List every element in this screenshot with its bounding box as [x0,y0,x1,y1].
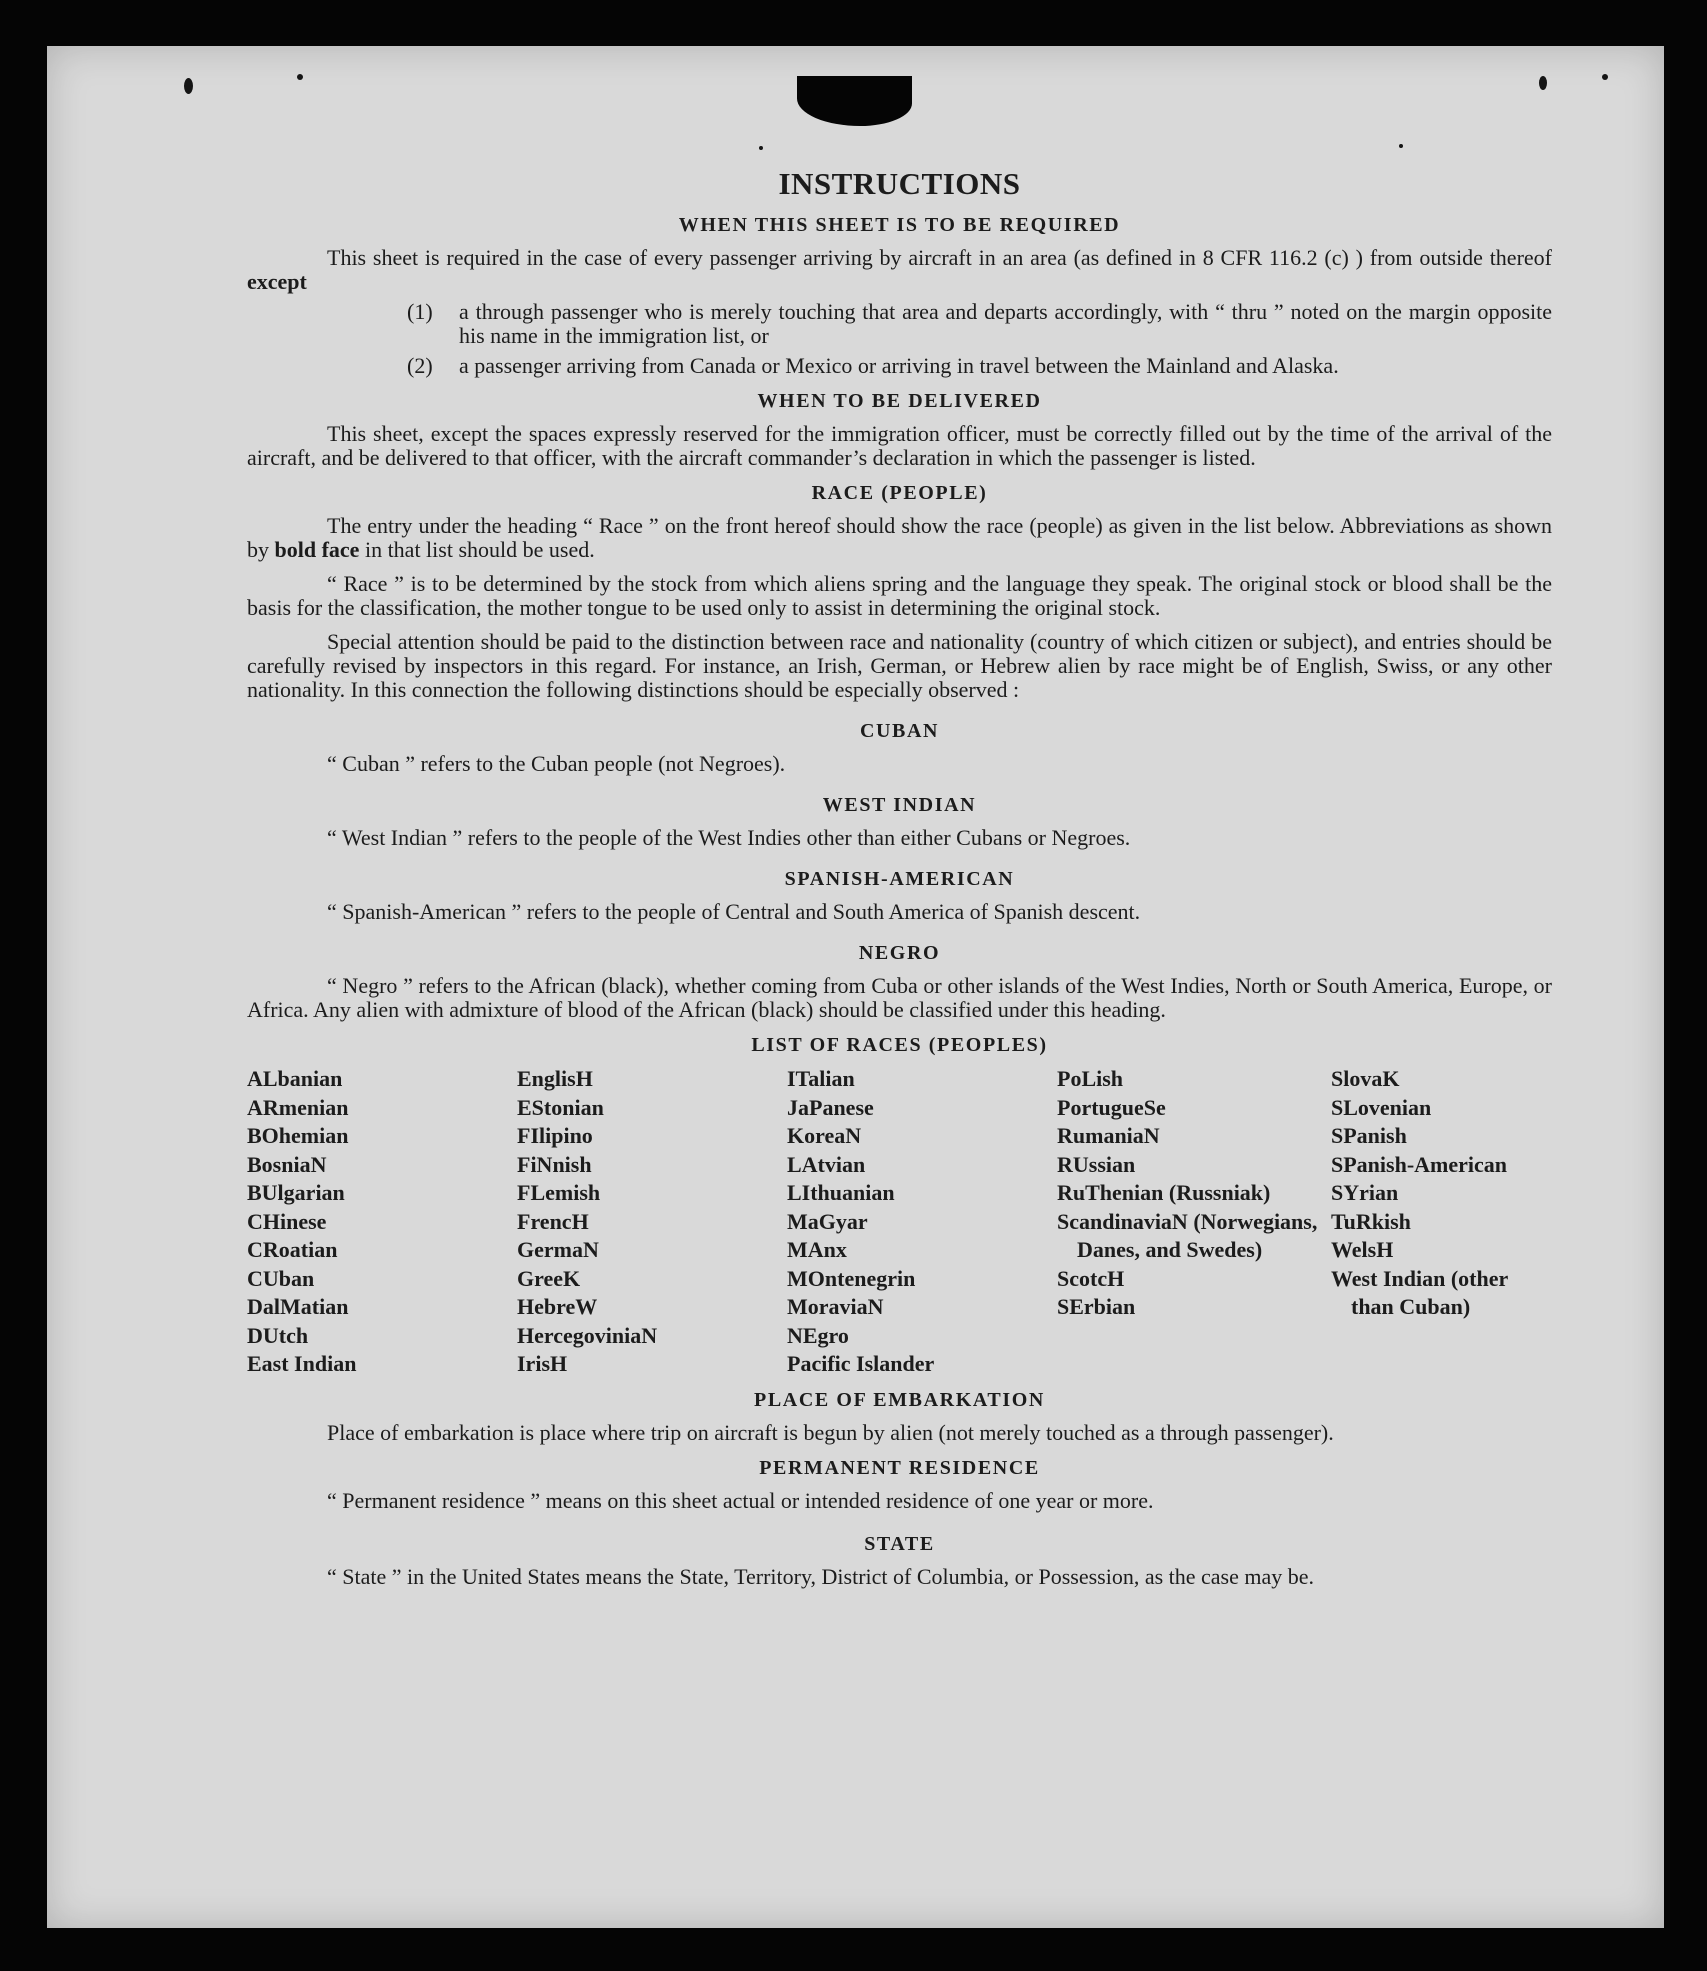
race-item: CHinese [247,1208,327,1234]
race-item: WelsH [1331,1237,1394,1262]
race-item: MAnx [787,1237,847,1262]
section-heading: WHEN THIS SHEET IS TO BE REQUIRED [678,214,1121,236]
race-item: CUban [247,1265,315,1291]
race-item: BUlgarian [247,1180,345,1205]
race-item: RUssian [1057,1151,1136,1177]
exception-item: (2) a passenger arriving from Canada or Mexico or arriving in travel between the Mainland and Alaska. [407,353,1339,378]
race-item: DUtch [247,1322,309,1348]
ink-speck [1399,144,1403,148]
paragraph: Special attention should be paid to the distinction between race and nationality (country of which citizen or subject), and entries should be carefully revised by inspectors in this regard. For instance, an Irish, German, or Hebrew alien by race might be of English, Swiss, or any other nationality. In this connection the following distinctions should be especially observed : [247,629,1552,702]
race-item: MOntenegrin [787,1265,916,1291]
races-column [517,1065,787,1379]
race-item: NEgro [787,1322,849,1348]
document-page [47,46,1664,1928]
section-heading: WHEN TO BE DELIVERED [757,390,1042,412]
race-item: MaGyar [787,1208,868,1234]
section-heading: SPANISH-AMERICAN [784,868,1015,890]
section-heading: NEGRO [858,942,941,964]
race-item: FIlipino [517,1123,593,1148]
race-item: IrisH [517,1351,568,1376]
paragraph: “ West Indian ” refers to the people of the West Indies other than either Cubans or Negroes. [327,825,1131,850]
section-heading: WEST INDIAN [822,794,977,816]
races-column [1331,1065,1551,1379]
document-body [247,166,1552,1589]
race-item: RumaniaN [1057,1123,1160,1148]
race-item: SLovenian [1331,1094,1432,1120]
race-item: LIthuanian [787,1180,895,1205]
race-item: SlovaK [1331,1066,1400,1091]
paragraph: “ Permanent residence ” means on this sheet actual or intended residence of one year or more. [327,1487,1154,1513]
race-item: MoraviaN [787,1294,884,1319]
race-item: FLemish [517,1180,601,1205]
race-item: ScotcH [1057,1265,1125,1291]
race-item: KoreaN [787,1123,862,1148]
race-item: BOhemian [247,1123,349,1148]
race-item: TuRkish [1331,1208,1411,1234]
race-item: SYrian [1331,1180,1399,1205]
race-item: DalMatian [247,1294,349,1319]
race-item: FiNnish [517,1151,592,1177]
race-item: PoLish [1057,1066,1124,1091]
section-heading: CUBAN [859,720,940,742]
races-column [247,1065,517,1379]
race-item: BosniaN [247,1151,327,1177]
race-item: PortugueSe [1057,1094,1166,1120]
race-item: EStonian [517,1094,604,1120]
race-item: ITalian [787,1066,855,1091]
paragraph: Place of embarkation is place where trip on aircraft is begun by alien (not merely touched as a through passenger). [327,1419,1334,1445]
paragraph: This sheet is required in the case of every passenger arriving by aircraft in an area (as defined in 8 CFR 116.2 (c) ) from outside thereof except [247,245,1552,294]
ink-speck [1602,74,1608,80]
ink-speck [1539,76,1547,90]
paragraph: “ Spanish-American ” refers to the people of Central and South America of Spanish descent. [327,899,1141,924]
race-item: SPanish [1331,1123,1407,1148]
paragraph: “ Cuban ” refers to the Cuban people (not Negroes). [327,751,786,776]
races-list [247,1065,1552,1379]
ink-speck [184,78,193,94]
race-item: CRoatian [247,1237,338,1262]
races-column [787,1065,1057,1379]
section-heading: PERMANENT RESIDENCE [759,1456,1040,1479]
section-heading: STATE [864,1532,935,1555]
race-item: East Indian [247,1351,357,1376]
race-item: West Indian (other than Cuban) [1331,1265,1508,1319]
paragraph: “ State ” in the United States means the State, Territory, District of Columbia, or Possession, as the case may be. [327,1563,1315,1589]
race-item: RuThenian (Russniak) [1057,1180,1271,1205]
race-item: LAtvian [787,1151,866,1177]
race-item: ScandinaviaN (Norwegians, Danes, and Swedes) [1057,1208,1318,1262]
race-item: Pacific Islander [787,1351,935,1376]
race-item: JaPanese [787,1094,874,1120]
race-item: HebreW [517,1294,598,1319]
race-item: FrencH [517,1208,589,1234]
exception-item: (1) a through passenger who is merely touching that area and departs accordingly, with “ thru ” noted on the margin opposite his name in the immigration list, or [407,299,1552,348]
section-heading: RACE (PEOPLE) [811,482,988,504]
section-heading: LIST OF RACES (PEOPLES) [751,1034,1048,1056]
paragraph: The entry under the heading “ Race ” on the front hereof should show the race (people) as given in the list below. Abbreviations as shown by bold face in that list should be used. [247,513,1552,562]
torn-edge [797,76,912,126]
paragraph: This sheet, except the spaces expressly reserved for the immigration officer, must be correctly filled out by the time of the arrival of the aircraft, and be delivered to that officer, with the aircraft commander’s declaration in which the passenger is listed. [247,421,1552,470]
ink-speck [759,146,763,150]
ink-speck [297,74,303,80]
document-title: INSTRUCTIONS [778,166,1021,201]
race-item: GreeK [517,1265,581,1291]
race-item: ARmenian [247,1094,349,1120]
paragraph: “ Negro ” refers to the African (black), whether coming from Cuba or other islands of the West Indies, North or South America, Europe, or Africa. Any alien with admixture of blood of the African (black) should be classified under this heading. [247,973,1552,1022]
race-item: EnglisH [517,1066,593,1091]
races-column [1057,1065,1331,1379]
race-item: HercegoviniaN [517,1322,658,1348]
paragraph: “ Race ” is to be determined by the stock from which aliens spring and the language they speak. The original stock or blood shall be the basis for the classification, the mother tongue to be used only to assist in determining the original stock. [247,571,1552,620]
section-heading: PLACE OF EMBARKATION [754,1388,1045,1411]
race-item: SPanish-American [1331,1151,1507,1177]
race-item: SErbian [1057,1294,1136,1319]
race-item: ALbanian [247,1066,343,1091]
race-item: GermaN [517,1237,599,1262]
